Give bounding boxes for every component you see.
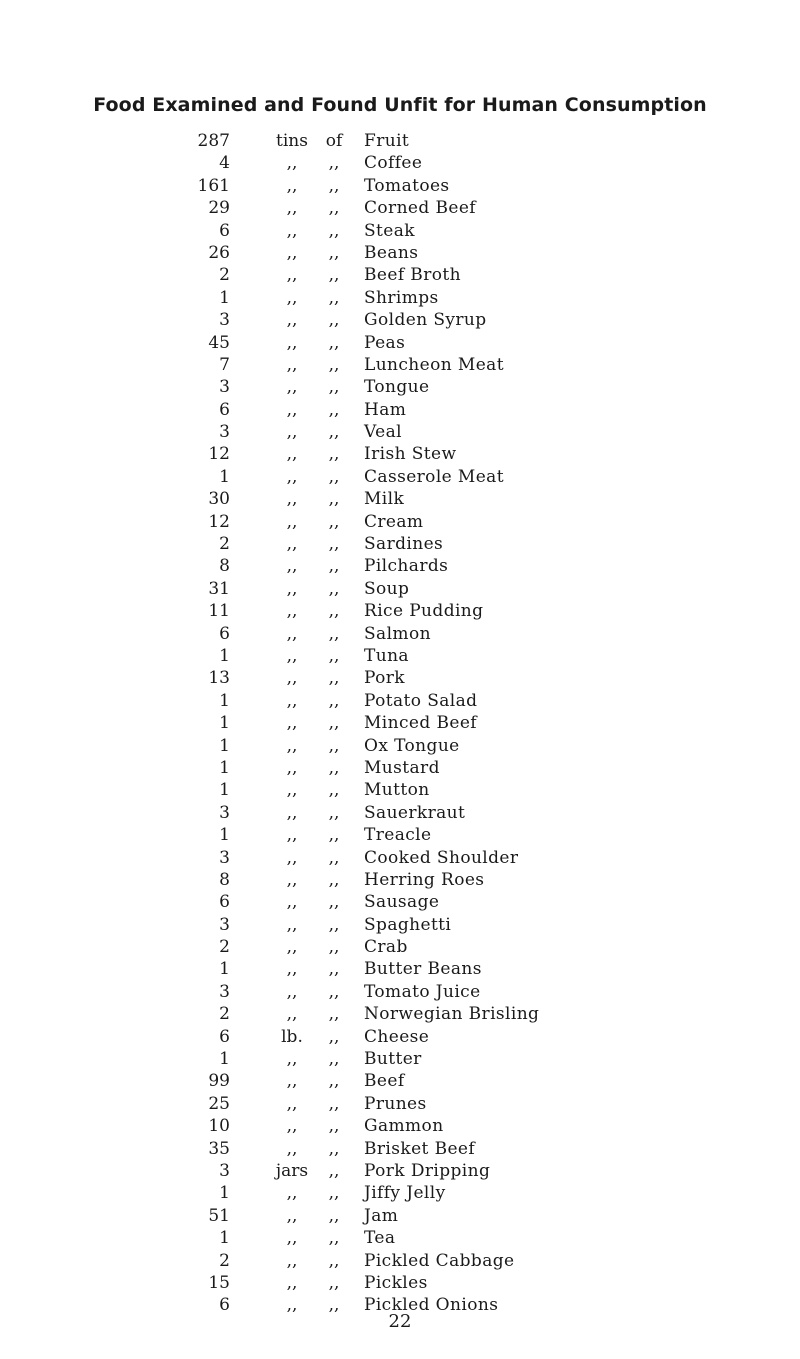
quantity-cell: 3	[219, 981, 230, 1002]
of-cell: ,,	[328, 153, 340, 174]
of-cell: ,,	[328, 1183, 340, 1204]
of-cell: ,,	[328, 556, 340, 577]
quantity-cell: 3	[219, 377, 230, 398]
unit-cell: ,,	[286, 825, 298, 846]
of-cell: ,,	[328, 623, 340, 644]
table-row	[0, 220, 800, 242]
unit-cell: ,,	[286, 1228, 298, 1249]
quantity-cell: 1	[219, 757, 230, 778]
of-cell: ,,	[328, 601, 340, 622]
unit-cell: tins	[276, 131, 308, 151]
item-cell: Tomato Juice	[364, 981, 481, 1002]
unit-cell: ,,	[286, 981, 298, 1002]
unit-cell: ,,	[286, 1093, 298, 1114]
of-cell: ,,	[328, 981, 340, 1002]
unit-cell: ,,	[286, 780, 298, 801]
of-cell: ,,	[328, 489, 340, 510]
table-row	[0, 802, 800, 824]
table-row	[0, 533, 800, 555]
unit-cell: jars	[275, 1160, 309, 1181]
unit-cell: ,,	[286, 354, 298, 375]
quantity-cell: 12	[208, 511, 230, 532]
item-cell: Tuna	[364, 645, 409, 666]
of-cell: ,,	[328, 354, 340, 375]
table-row	[0, 735, 800, 757]
item-cell: Golden Syrup	[364, 310, 487, 331]
of-cell: ,,	[328, 1272, 340, 1293]
unit-cell: ,,	[286, 713, 298, 734]
item-cell: Mustard	[364, 757, 440, 778]
item-cell: Pilchards	[364, 556, 449, 577]
table-row	[0, 1272, 800, 1294]
table-row	[0, 623, 800, 645]
quantity-cell: 8	[219, 556, 230, 577]
item-cell: Sauerkraut	[364, 802, 466, 823]
unit-cell: ,,	[286, 377, 298, 398]
of-cell: ,,	[328, 1205, 340, 1226]
item-cell: Pork	[364, 668, 406, 689]
of-cell: ,,	[328, 1004, 340, 1025]
table-row	[0, 1026, 800, 1048]
of-cell: ,,	[328, 1071, 340, 1092]
item-cell: Gammon	[364, 1116, 444, 1137]
table-row	[0, 869, 800, 891]
quantity-cell: 35	[208, 1138, 230, 1159]
quantity-cell: 1	[219, 1228, 230, 1249]
quantity-cell: 3	[219, 847, 230, 868]
table-row	[0, 645, 800, 667]
table-row	[0, 488, 800, 510]
quantity-cell: 13	[208, 668, 230, 689]
item-cell: Fruit	[364, 131, 410, 151]
quantity-cell: 1	[219, 1183, 230, 1204]
item-cell: Mutton	[364, 780, 430, 801]
table-row	[0, 712, 800, 734]
unit-cell: ,,	[286, 869, 298, 890]
table-row	[0, 690, 800, 712]
quantity-cell: 25	[208, 1093, 230, 1114]
item-cell: Tongue	[364, 377, 430, 398]
unit-cell: ,,	[286, 287, 298, 308]
quantity-cell: 1	[219, 735, 230, 756]
table-row	[0, 1250, 800, 1272]
item-cell: Peas	[364, 332, 406, 353]
unit-cell: ,,	[286, 511, 298, 532]
item-cell: Cream	[364, 511, 424, 532]
table-row	[0, 578, 800, 600]
table-row	[0, 1160, 800, 1182]
unit-cell: ,,	[286, 1071, 298, 1092]
quantity-cell: 11	[208, 601, 230, 622]
quantity-cell: 6	[219, 892, 230, 913]
item-cell: Coffee	[364, 153, 423, 174]
item-cell: Pickled Cabbage	[364, 1250, 515, 1271]
of-cell: ,,	[328, 713, 340, 734]
unit-cell: lb.	[281, 1026, 303, 1047]
of-cell: ,,	[328, 287, 340, 308]
unit-cell: ,,	[286, 1138, 298, 1159]
item-cell: Herring Roes	[364, 869, 485, 890]
of-cell: ,,	[328, 847, 340, 868]
of-cell: ,,	[328, 377, 340, 398]
quantity-cell: 2	[219, 265, 230, 286]
unit-cell: ,,	[286, 444, 298, 465]
item-cell: Luncheon Meat	[364, 354, 504, 375]
page-title: Food Examined and Found Unfit for Human Consumption	[93, 94, 707, 116]
quantity-cell: 51	[208, 1205, 230, 1226]
unit-cell: ,,	[286, 735, 298, 756]
item-cell: Treacle	[364, 825, 432, 846]
item-cell: Tea	[364, 1228, 396, 1249]
table-row	[0, 264, 800, 286]
item-cell: Pork Dripping	[364, 1160, 491, 1181]
unit-cell: ,,	[286, 623, 298, 644]
item-cell: Steak	[364, 220, 415, 241]
item-cell: Prunes	[364, 1093, 427, 1114]
unit-cell: ,,	[286, 466, 298, 487]
table-row	[0, 1138, 800, 1160]
unit-cell: ,,	[286, 198, 298, 219]
table-row	[0, 1205, 800, 1227]
item-cell: Jam	[364, 1205, 399, 1226]
table-row	[0, 779, 800, 801]
unit-cell: ,,	[286, 1004, 298, 1025]
of-cell: ,,	[328, 1093, 340, 1114]
item-cell: Salmon	[364, 623, 431, 644]
unit-cell: ,,	[286, 959, 298, 980]
quantity-cell: 1	[219, 690, 230, 711]
item-cell: Beef Broth	[364, 265, 461, 286]
item-cell: Brisket Beef	[364, 1138, 476, 1159]
unit-cell: ,,	[286, 892, 298, 913]
of-cell: of	[325, 131, 343, 151]
unit-cell: ,,	[286, 534, 298, 555]
of-cell: ,,	[328, 757, 340, 778]
item-cell: Sausage	[364, 892, 440, 913]
quantity-cell: 2	[219, 1250, 230, 1271]
of-cell: ,,	[328, 444, 340, 465]
quantity-cell: 6	[219, 623, 230, 644]
item-cell: Potato Salad	[364, 690, 478, 711]
quantity-cell: 3	[219, 310, 230, 331]
table-row	[0, 936, 800, 958]
quantity-cell: 31	[208, 578, 230, 599]
unit-cell: ,,	[286, 153, 298, 174]
of-cell: ,,	[328, 892, 340, 913]
food-table	[0, 130, 800, 1317]
table-row	[0, 511, 800, 533]
item-cell: Norwegian Brisling	[364, 1004, 540, 1025]
quantity-cell: 99	[208, 1071, 230, 1092]
unit-cell: ,,	[286, 310, 298, 331]
item-cell: Beef	[364, 1071, 405, 1092]
table-row	[0, 1182, 800, 1204]
item-cell: Rice Pudding	[364, 601, 484, 622]
of-cell: ,,	[328, 1138, 340, 1159]
unit-cell: ,,	[286, 578, 298, 599]
unit-cell: ,,	[286, 601, 298, 622]
unit-cell: ,,	[286, 332, 298, 353]
of-cell: ,,	[328, 242, 340, 263]
unit-cell: ,,	[286, 265, 298, 286]
unit-cell: ,,	[286, 847, 298, 868]
table-row	[0, 824, 800, 846]
of-cell: ,,	[328, 802, 340, 823]
table-row	[0, 152, 800, 174]
quantity-cell: 29	[208, 198, 230, 219]
of-cell: ,,	[328, 422, 340, 443]
item-cell: Pickled Onions	[364, 1295, 499, 1316]
table-row	[0, 600, 800, 622]
table-row	[0, 757, 800, 779]
unit-cell: ,,	[286, 175, 298, 196]
unit-cell: ,,	[286, 556, 298, 577]
of-cell: ,,	[328, 265, 340, 286]
item-cell: Beans	[364, 242, 419, 263]
quantity-cell: 1	[219, 780, 230, 801]
item-cell: Corned Beef	[364, 198, 476, 219]
table-row	[0, 981, 800, 1003]
table-row	[0, 667, 800, 689]
unit-cell: ,,	[286, 802, 298, 823]
unit-cell: ,,	[286, 914, 298, 935]
of-cell: ,,	[328, 1295, 340, 1316]
of-cell: ,,	[328, 645, 340, 666]
item-cell: Ham	[364, 399, 407, 420]
unit-cell: ,,	[286, 399, 298, 420]
quantity-cell: 1	[219, 825, 230, 846]
table-row	[0, 421, 800, 443]
item-cell: Shrimps	[364, 287, 439, 308]
of-cell: ,,	[328, 937, 340, 958]
unit-cell: ,,	[286, 242, 298, 263]
of-cell: ,,	[328, 1250, 340, 1271]
unit-cell: ,,	[286, 422, 298, 443]
table-row	[0, 1115, 800, 1137]
unit-cell: ,,	[286, 1295, 298, 1316]
quantity-cell: 7	[219, 354, 230, 375]
table-row	[0, 958, 800, 980]
table-row	[0, 1093, 800, 1115]
table-row	[0, 309, 800, 331]
quantity-cell: 1	[219, 1049, 230, 1070]
quantity-cell: 2	[219, 937, 230, 958]
of-cell: ,,	[328, 1049, 340, 1070]
quantity-cell: 1	[219, 287, 230, 308]
of-cell: ,,	[328, 534, 340, 555]
quantity-cell: 3	[219, 1160, 230, 1181]
unit-cell: ,,	[286, 1183, 298, 1204]
of-cell: ,,	[328, 220, 340, 241]
table-row	[0, 847, 800, 869]
item-cell: Cheese	[364, 1026, 430, 1047]
quantity-cell: 2	[219, 534, 230, 555]
quantity-cell: 4	[219, 153, 230, 174]
quantity-cell: 1	[219, 466, 230, 487]
unit-cell: ,,	[286, 1205, 298, 1226]
table-row	[0, 242, 800, 264]
of-cell: ,,	[328, 869, 340, 890]
unit-cell: ,,	[286, 1116, 298, 1137]
unit-cell: ,,	[286, 757, 298, 778]
of-cell: ,,	[328, 175, 340, 196]
quantity-cell: 10	[208, 1116, 230, 1137]
unit-cell: ,,	[286, 690, 298, 711]
table-row	[0, 197, 800, 219]
unit-cell: ,,	[286, 1272, 298, 1293]
table-row	[0, 332, 800, 354]
quantity-cell: 26	[208, 242, 230, 263]
quantity-cell: 1	[219, 645, 230, 666]
of-cell: ,,	[328, 735, 340, 756]
of-cell: ,,	[328, 1026, 340, 1047]
quantity-cell: 1	[219, 959, 230, 980]
table-row	[0, 443, 800, 465]
of-cell: ,,	[328, 914, 340, 935]
quantity-cell: 8	[219, 869, 230, 890]
of-cell: ,,	[328, 690, 340, 711]
quantity-cell: 161	[197, 175, 230, 196]
of-cell: ,,	[328, 1228, 340, 1249]
of-cell: ,,	[328, 198, 340, 219]
quantity-cell: 287	[197, 131, 230, 151]
unit-cell: ,,	[286, 645, 298, 666]
unit-cell: ,,	[286, 1049, 298, 1070]
item-cell: Butter	[364, 1049, 422, 1070]
item-cell: Soup	[364, 578, 410, 599]
item-cell: Pickles	[364, 1272, 428, 1293]
table-row	[0, 1070, 800, 1092]
table-row	[0, 891, 800, 913]
item-cell: Minced Beef	[364, 713, 477, 734]
of-cell: ,,	[328, 959, 340, 980]
table-row	[0, 1003, 800, 1025]
of-cell: ,,	[328, 668, 340, 689]
item-cell: Sardines	[364, 534, 444, 555]
item-cell: Cooked Shoulder	[364, 847, 519, 868]
item-cell: Casserole Meat	[364, 466, 504, 487]
of-cell: ,,	[328, 1160, 340, 1181]
quantity-cell: 3	[219, 802, 230, 823]
of-cell: ,,	[328, 399, 340, 420]
of-cell: ,,	[328, 825, 340, 846]
of-cell: ,,	[328, 1116, 340, 1137]
table-row	[0, 914, 800, 936]
table-row	[0, 466, 800, 488]
quantity-cell: 1	[219, 713, 230, 734]
item-cell: Irish Stew	[364, 444, 457, 465]
item-cell: Tomatoes	[364, 175, 450, 196]
table-row	[0, 376, 800, 398]
unit-cell: ,,	[286, 668, 298, 689]
item-cell: Veal	[364, 422, 402, 443]
table-row	[0, 1227, 800, 1249]
of-cell: ,,	[328, 578, 340, 599]
quantity-cell: 3	[219, 422, 230, 443]
item-cell: Butter Beans	[364, 959, 482, 980]
item-cell: Crab	[364, 937, 408, 958]
table-row	[0, 399, 800, 421]
quantity-cell: 2	[219, 1004, 230, 1025]
table-row	[0, 1048, 800, 1070]
of-cell: ,,	[328, 310, 340, 331]
item-cell: Ox Tongue	[364, 735, 460, 756]
quantity-cell: 45	[208, 332, 230, 353]
table-row	[0, 175, 800, 197]
of-cell: ,,	[328, 332, 340, 353]
table-row	[0, 287, 800, 309]
of-cell: ,,	[328, 511, 340, 532]
quantity-cell: 6	[219, 1026, 230, 1047]
item-cell: Spaghetti	[364, 914, 452, 935]
of-cell: ,,	[328, 780, 340, 801]
table-row	[0, 555, 800, 577]
quantity-cell: 12	[208, 444, 230, 465]
quantity-cell: 6	[219, 220, 230, 241]
table-row	[0, 130, 800, 152]
unit-cell: ,,	[286, 489, 298, 510]
quantity-cell: 3	[219, 914, 230, 935]
item-cell: Jiffy Jelly	[364, 1183, 446, 1204]
quantity-cell: 30	[208, 489, 230, 510]
quantity-cell: 6	[219, 1295, 230, 1316]
item-cell: Milk	[364, 489, 405, 510]
unit-cell: ,,	[286, 1250, 298, 1271]
quantity-cell: 15	[208, 1272, 230, 1293]
page-number: 22	[388, 1311, 412, 1332]
of-cell: ,,	[328, 466, 340, 487]
quantity-cell: 6	[219, 399, 230, 420]
unit-cell: ,,	[286, 937, 298, 958]
unit-cell: ,,	[286, 220, 298, 241]
table-row	[0, 354, 800, 376]
